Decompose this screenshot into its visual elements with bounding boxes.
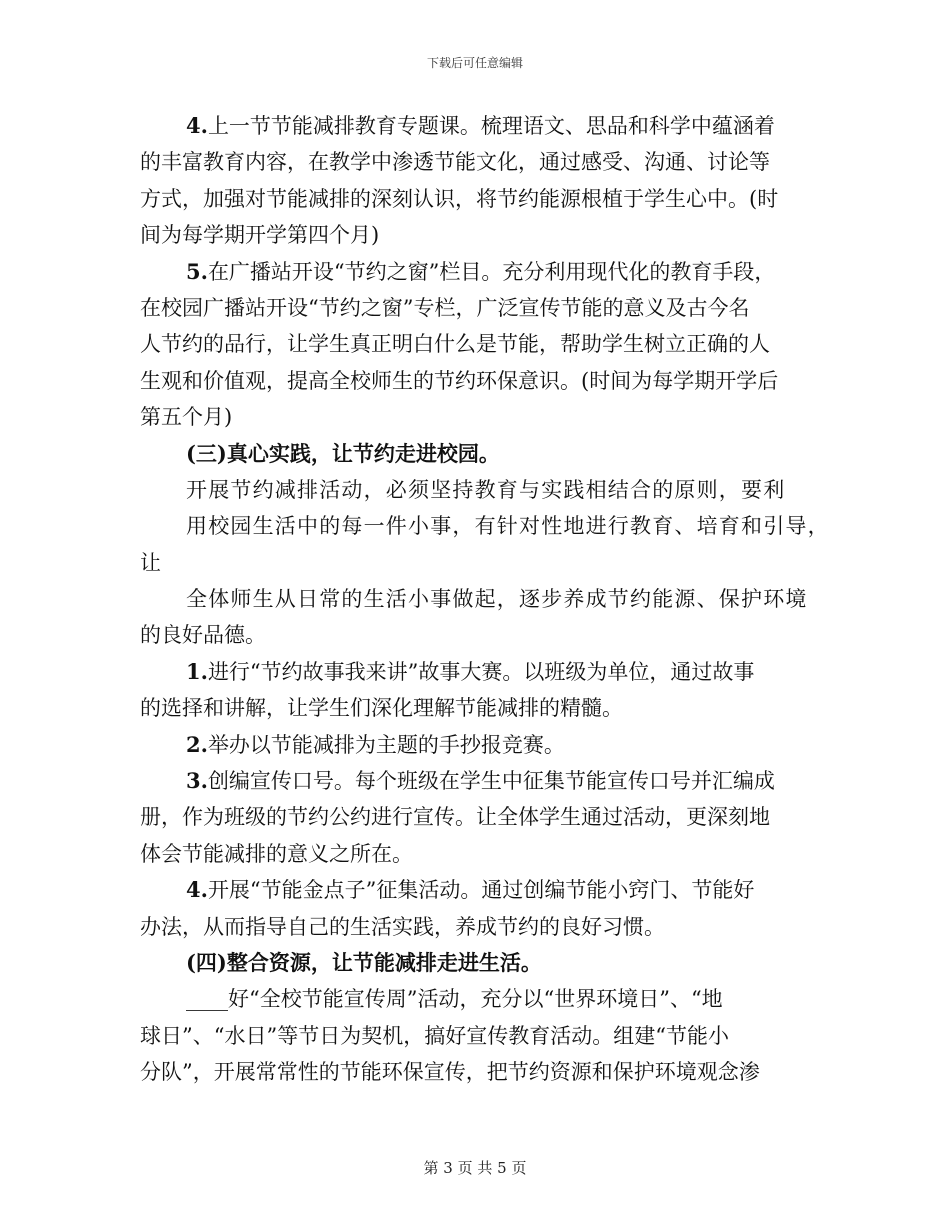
text-line: 间为每学期开学第四个月) bbox=[140, 223, 380, 248]
item-number: 2. bbox=[186, 731, 208, 757]
text-line: 开展节约减排活动，必须坚持教育与实践相结合的原则，要利 bbox=[186, 477, 786, 502]
text-line bbox=[140, 763, 820, 799]
text-line: ____好“全校节能宣传周”活动，充分以“世界环境日”、“地 bbox=[186, 987, 723, 1012]
section-heading: (四)整合资源，让节能减排走进生活。 bbox=[186, 949, 542, 975]
text-line: 的良好品德。 bbox=[140, 623, 266, 648]
page-footer: 第 3 页 共 5 页 bbox=[423, 1159, 527, 1177]
item-number: 1. bbox=[186, 658, 208, 684]
text-line: 方式，加强对节能减排的深刻认识，将节约能源根植于学生心中。(时 bbox=[140, 186, 779, 211]
text-line: 生观和价值观，提高全校师生的节约环保意识。(时间为每学期开学后 bbox=[140, 368, 779, 393]
line-text: 创编宣传口号。每个班级在学生中征集节能宣传口号并汇编成 bbox=[207, 769, 775, 794]
section-heading: (三)真心实践，让节约走进校园。 bbox=[186, 440, 500, 466]
text-line: 第五个月) bbox=[140, 405, 233, 430]
text-line: 的选择和讲解，让学生们深化理解节能减排的精髓。 bbox=[140, 696, 623, 721]
text-line: 体会节能减排的意义之所在。 bbox=[140, 841, 413, 866]
text-line: 用校园生活中的每一件小事，有针对性地进行教育、培育和引导， bbox=[186, 514, 830, 539]
line-text: 在广播站开设“节约之窗”栏目。充分利用现代化的教育手段， bbox=[207, 259, 776, 284]
text-line: 球日”、“水日”等节日为契机，搞好宣传教育活动。组建“节能小 bbox=[140, 1023, 729, 1048]
text-line: 在校园广播站开设“节约之窗”专栏，广泛宣传节能的意义及古今名 bbox=[140, 295, 750, 320]
text-line: 的丰富教育内容，在教学中渗透节能文化，通过感受、沟通、讨论等 bbox=[140, 150, 770, 175]
text-line: 全体师生从日常的生活小事做起，逐步养成节约能源、保护环境 bbox=[186, 587, 808, 612]
text-line bbox=[140, 727, 820, 763]
item-number: 4. bbox=[186, 877, 208, 903]
text-line: 分队”，开展常常性的节能环保宣传，把节约资源和保护环境观念渗 bbox=[140, 1060, 760, 1085]
line-text: 举办以节能减排为主题的手抄报竞赛。 bbox=[207, 732, 565, 757]
line-text: 开展“节能金点子”征集活动。通过创编节能小窍门、节能好 bbox=[207, 878, 755, 903]
item-number: 3. bbox=[186, 768, 208, 794]
text-line: 办法，从而指导自己的生活实践，养成节约的良好习惯。 bbox=[140, 914, 665, 939]
text-line: 册，作为班级的节约公约进行宣传。让全体学生通过活动，更深刻地 bbox=[140, 805, 770, 830]
item-number: 5. bbox=[186, 258, 208, 284]
line-text: 上一节节能减排教育专题课。梳理语文、思品和科学中蕴涵着 bbox=[207, 114, 775, 138]
text-line: 让 bbox=[140, 550, 161, 575]
text-line bbox=[140, 872, 820, 908]
text-line bbox=[140, 254, 820, 290]
text-line bbox=[140, 654, 820, 690]
page-header: 下载后可任意编辑 bbox=[426, 56, 523, 70]
line-text: 进行“节约故事我来讲”故事大赛。以班级为单位，通过故事 bbox=[207, 659, 755, 684]
item-number: 4. bbox=[186, 113, 208, 138]
document-body bbox=[140, 108, 830, 1091]
text-line: 人节约的品行，让学生真正明白什么是节能，帮助学生树立正确的人 bbox=[140, 332, 770, 357]
text-line bbox=[140, 108, 820, 144]
